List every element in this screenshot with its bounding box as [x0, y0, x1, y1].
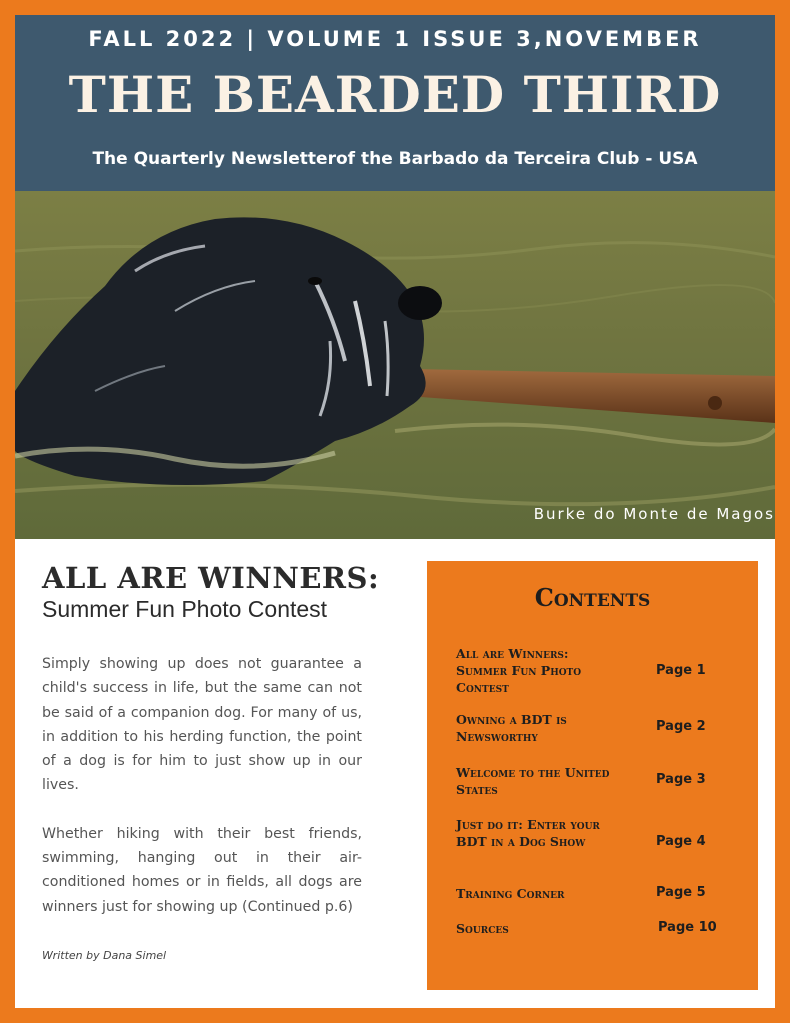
toc-item[interactable]	[456, 885, 746, 925]
toc-item[interactable]	[456, 816, 746, 856]
toc-item-page: Page 2	[656, 719, 706, 734]
newsletter-subtitle: The Quarterly Newsletterof the Barbado da Terceira Club - USA	[92, 149, 698, 169]
article-paragraph: Whether hiking with their best friends, swimming, hanging out in their air-conditioned homes or in fields, all dogs are winners just for showing up (Continued p.6)	[42, 825, 362, 915]
article-title: ALL ARE WINNERS:	[42, 561, 380, 595]
toc-item-label: Owning a BDT is Newsworthy	[456, 712, 567, 744]
toc-item-page: Page 10	[658, 920, 717, 935]
toc-item[interactable]	[456, 711, 746, 751]
photo-credit: Burke do Monte de Magos	[533, 505, 775, 523]
toc-item[interactable]	[456, 920, 746, 960]
toc-item-label: Sources	[456, 921, 509, 936]
toc-item-page: Page 3	[656, 772, 706, 787]
masthead-banner	[15, 15, 775, 191]
toc-item-page: Page 5	[656, 885, 706, 900]
toc-item[interactable]	[456, 645, 746, 695]
newsletter-title: THE BEARDED THIRD	[68, 65, 722, 124]
toc-item-page: Page 1	[656, 663, 706, 678]
toc-item-label: Welcome to the United States	[456, 765, 610, 797]
toc-item-page: Page 4	[656, 834, 706, 849]
toc-item-label: Just do it: Enter your BDT in a Dog Show	[456, 817, 600, 849]
toc-title: Contents	[534, 583, 651, 612]
article-body	[42, 652, 362, 943]
article-subtitle: Summer Fun Photo Contest	[42, 596, 328, 622]
dog-swimming-illustration	[15, 191, 775, 539]
issue-line: FALL 2022 | VOLUME 1 ISSUE 3,NOVEMBER	[88, 27, 702, 51]
toc-item-label: All are Winners: Summer Fun Photo Contest	[456, 646, 582, 695]
toc-item[interactable]	[456, 764, 746, 804]
article-paragraph: Simply showing up does not guarantee a child's success in life, but the same can not be said of a companion dog. For many of us, in addition to his herding function, the point of a dog is for him to just show up in our lives.	[42, 656, 362, 794]
content-area	[15, 539, 775, 1008]
toc-item-label: Training Corner	[456, 886, 565, 901]
table-of-contents	[427, 561, 758, 990]
cover-photo	[15, 191, 775, 539]
byline: Written by Dana Simel	[42, 949, 167, 962]
